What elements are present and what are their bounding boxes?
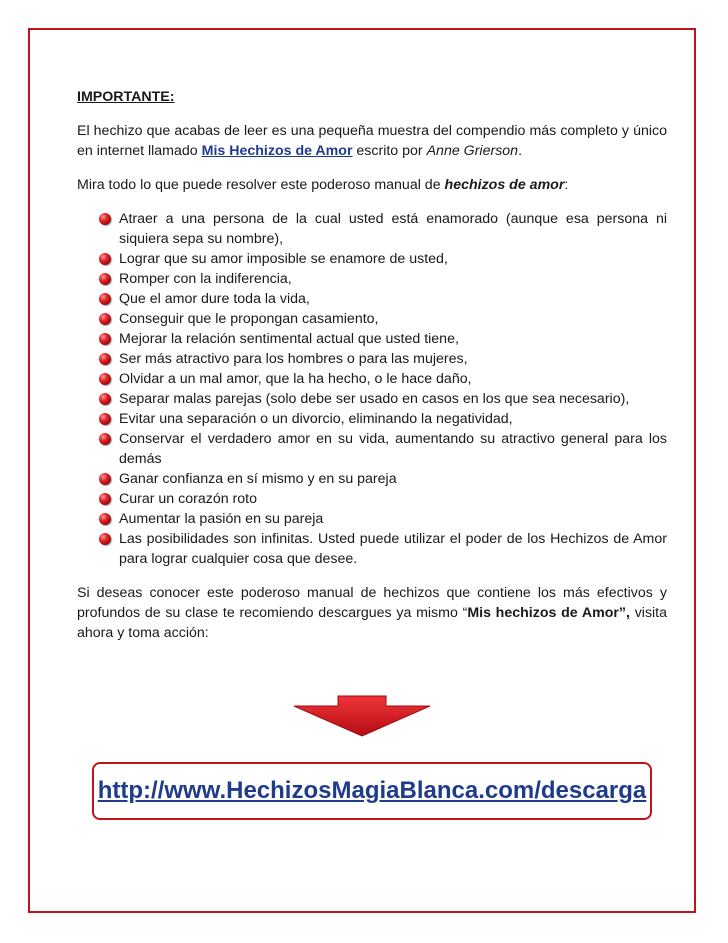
list-item <box>99 309 667 329</box>
list-item-text: Olvidar a un mal amor, que la ha hecho, o le hace daño, <box>119 371 472 387</box>
list-item-text: Ganar confianza en sí mismo y en su pareja <box>119 471 397 487</box>
intro-paragraph <box>77 121 667 161</box>
closing-text: Si deseas conocer este poderoso manual de hechizos que contiene los más efectivos y profundos de su clase te recomiendo descargues ya mismo “ <box>77 585 667 621</box>
benefits-list <box>77 209 667 569</box>
list-item-text: Romper con la indiferencia, <box>119 271 292 287</box>
list-item <box>99 409 667 429</box>
list-item-text: Mejorar la relación sentimental actual que usted tiene, <box>119 331 459 347</box>
red-sphere-bullet-icon <box>99 353 111 365</box>
red-sphere-bullet-icon <box>99 213 111 225</box>
list-item-text: Que el amor dure toda la vida, <box>119 291 310 307</box>
red-sphere-bullet-icon <box>99 293 111 305</box>
list-item <box>99 489 667 509</box>
red-sphere-bullet-icon <box>99 513 111 525</box>
list-item <box>99 529 667 569</box>
list-item <box>99 389 667 409</box>
red-sphere-bullet-icon <box>99 393 111 405</box>
book-link[interactable]: Mis Hechizos de Amor <box>201 143 353 159</box>
closing-book-title: Mis hechizos de Amor”, <box>467 605 630 621</box>
lead-paragraph <box>77 175 667 195</box>
list-item-text: Ser más atractivo para los hombres o para las mujeres, <box>119 351 468 367</box>
author-name: Anne Grierson <box>426 143 519 159</box>
list-item-text: Aumentar la pasión en su pareja <box>119 511 324 527</box>
list-item-text: Curar un corazón roto <box>119 491 258 507</box>
list-item-text: Conseguir que le propongan casamiento, <box>119 311 379 327</box>
document-body <box>77 87 667 657</box>
list-item-text: Lograr que su amor imposible se enamore de usted, <box>119 251 448 267</box>
list-item <box>99 329 667 349</box>
list-item <box>99 469 667 489</box>
page-heading: IMPORTANTE: <box>77 89 175 105</box>
red-sphere-bullet-icon <box>99 253 111 265</box>
intro-text-2: escrito por <box>352 143 427 159</box>
list-item <box>99 509 667 529</box>
list-item <box>99 249 667 269</box>
intro-text: El hechizo que acabas de leer es una pequeña muestra del compendio más completo y único en internet llamado <box>77 123 667 159</box>
down-arrow-icon <box>292 694 432 738</box>
red-sphere-bullet-icon <box>99 473 111 485</box>
list-item <box>99 269 667 289</box>
list-item-text: Atraer a una persona de la cual usted está enamorado (aunque esa persona ni siquiera sepa su nombre), <box>119 211 667 247</box>
intro-text-3: . <box>518 143 523 159</box>
red-sphere-bullet-icon <box>99 433 111 445</box>
list-item <box>99 429 667 469</box>
red-sphere-bullet-icon <box>99 533 111 545</box>
download-url-box[interactable] <box>92 762 652 820</box>
list-item <box>99 289 667 309</box>
closing-text-2: visita ahora y toma acción: <box>77 605 668 641</box>
closing-paragraph <box>77 583 667 643</box>
list-item-text: Separar malas parejas (solo debe ser usado en casos en los que sea necesario), <box>119 391 630 407</box>
list-item-text: Conservar el verdadero amor en su vida, aumentando su atractivo general para los demás <box>119 431 667 467</box>
download-link[interactable]: http://www.HechizosMagiaBlanca.com/descarga <box>97 777 647 804</box>
red-sphere-bullet-icon <box>99 413 111 425</box>
list-item <box>99 369 667 389</box>
lead-text: Mira todo lo que puede resolver este poderoso manual de <box>77 177 445 193</box>
red-sphere-bullet-icon <box>99 373 111 385</box>
red-sphere-bullet-icon <box>99 273 111 285</box>
red-sphere-bullet-icon <box>99 333 111 345</box>
list-item-text: Evitar una separación o un divorcio, eliminando la negatividad, <box>119 411 513 427</box>
list-item <box>99 349 667 369</box>
red-sphere-bullet-icon <box>99 493 111 505</box>
lead-text-2: : <box>564 177 569 193</box>
red-sphere-bullet-icon <box>99 313 111 325</box>
list-item-text: Las posibilidades son infinitas. Usted puede utilizar el poder de los Hechizos de Amor para lograr cualquier cosa que desee. <box>119 531 667 567</box>
lead-emphasis: hechizos de amor <box>444 177 565 193</box>
list-item <box>99 209 667 249</box>
